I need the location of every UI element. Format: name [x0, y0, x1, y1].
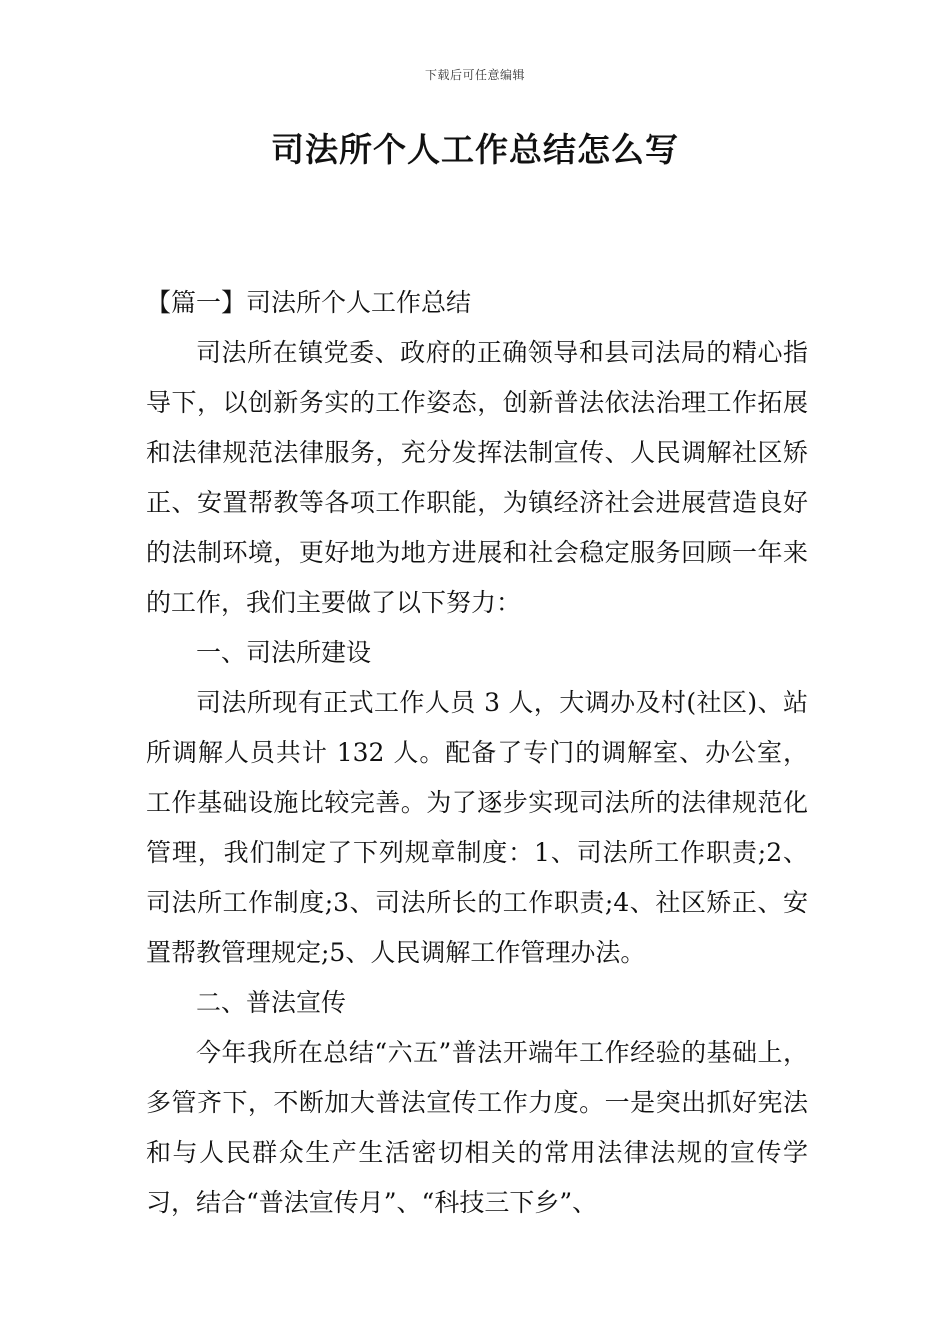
document-body: [146, 278, 808, 1228]
subheading-two: 二、普法宣传: [196, 988, 347, 1017]
paragraph-one: 司法所现有正式工作人员 3 人，大调办及村(社区)、站所调解人员共计 132 人。配备了专门的调解室、办公室，工作基础设施比较完善。为了逐步实现司法所的法律规范化管理，我们制定了下列规章制度：1、司法所工作职责;2、司法所工作制度;3、司法所长的工作职责;4、社区矫正、安置帮教管理规定;5、人民调解工作管理办法。: [146, 688, 808, 967]
paragraph-two: 今年我所在总结“六五”普法开端年工作经验的基础上，多管齐下，不断加大普法宣传工作力度。一是突出抓好宪法和与人民群众生产生活密切相关的常用法律法规的宣传学习，结合“普法宣传月”、“科技三下乡”、: [146, 1038, 808, 1217]
section-heading: 【篇一】司法所个人工作总结: [146, 288, 472, 317]
subheading-one: 一、司法所建设: [196, 638, 372, 667]
header-note: 下载后可任意编辑: [424, 68, 525, 82]
document-title: 司法所个人工作总结怎么写: [271, 130, 679, 169]
intro-paragraph: 司法所在镇党委、政府的正确领导和县司法局的精心指导下，以创新务实的工作姿态，创新普法依法治理工作拓展和法律规范法律服务，充分发挥法制宣传、人民调解社区矫正、安置帮教等各项工作职能，为镇经济社会进展营造良好的法制环境，更好地为地方进展和社会稳定服务回顾一年来的工作，我们主要做了以下努力：: [146, 338, 808, 617]
